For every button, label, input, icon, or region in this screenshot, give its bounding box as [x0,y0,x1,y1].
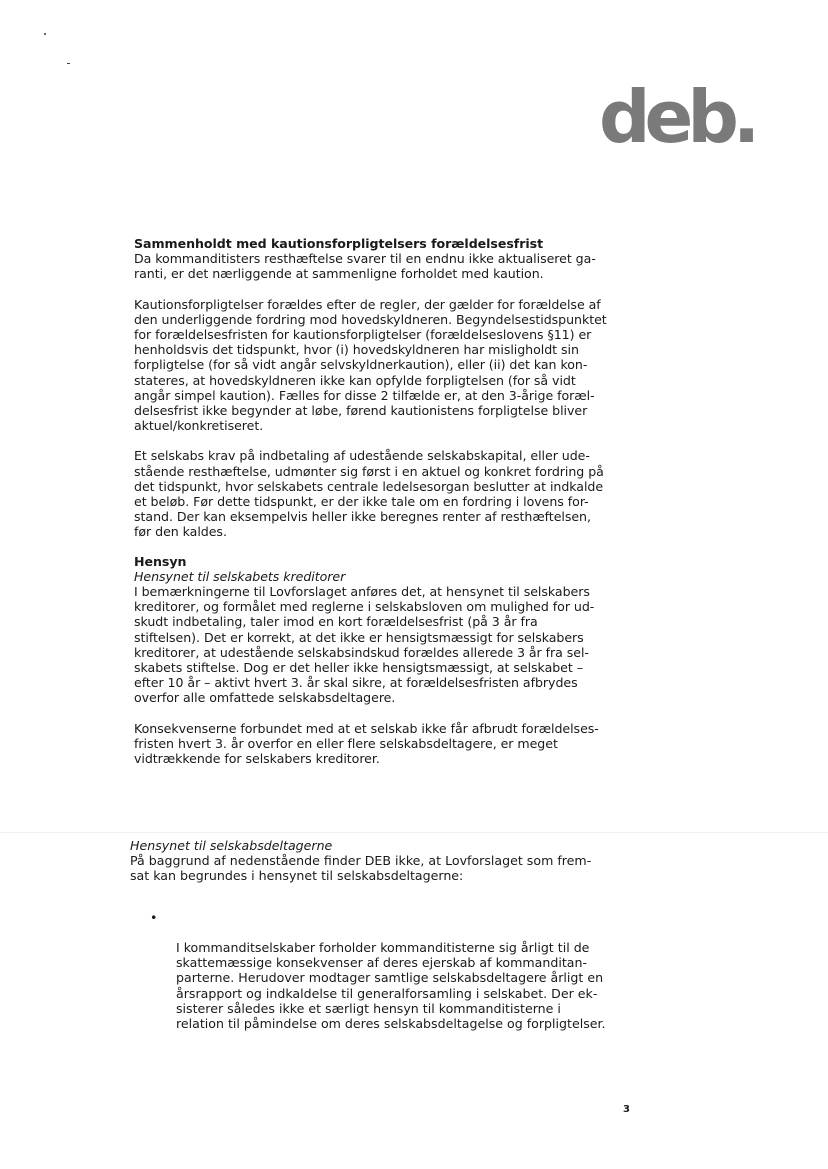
main-content [134,236,650,766]
paragraph: Kautionsforpligtelser forældes efter de regler, der gælder for forældelse af den underliggende fordring mod hovedskyldneren. Begyndelsestidspunktet for forældelsesfristen for kautionsforpligtelser (forældelseslovens §11) er henholdsvis det tidspunkt, hvor (i) hovedskyldneren har misligholdt sin forpligtelse (for så vidt angår selvskyldnerkaution), eller (ii) det kan kon- stateres, at hovedskyldneren ikke kan opfylde forpligtelsen (for så vidt angår simpel kaution). Fælles for disse 2 tilfælde er, at den 3-årige foræl- delsesfrist ikke begynder at løbe, førend kautionistens forpligtelse bliver aktuel/konkretiseret. [134,296,607,434]
section-heading: Sammenholdt med kautionsforpligtelsers forældelsesfrist [134,236,544,251]
paragraph: Konsekvenserne forbundet med at et selskab ikke får afbrudt forældelses- fristen hvert 3. år overfor en eller flere selskabsdeltagere, er meget vidtrækkende for selskabers kreditorer. [134,720,599,767]
deb-logo [597,84,827,154]
paragraph: I bemærkningerne til Lovforslaget anføres det, at hensynet til selskabers kreditorer, og formålet med reglerne i selskabsloven om mulighed for ud- skudt indbetaling, taler imod en kort forældelsesfrist (på 3 år fra stiftelsen). Det er korrekt, at det ikke er hensigtsmæssigt for selskabers kreditorer, at udestående selskabsindskud forældes allerede 3 år fra sel- skabets stiftelse. Dog er det heller ikke hensigtsmæssigt, at selskabet – efter 10 år – aktivt hvert 3. år skal sikre, at forældelsesfristen afbrydes overfor alle omfattede selskabsdeltagere. [134,584,595,706]
logo-wordmark: deb. [599,84,755,154]
scan-speck [67,63,70,64]
list-item [130,910,650,1032]
page-number: 3 [623,1104,630,1115]
list-item-text: I kommanditselskaber forholder kommanditisterne sig årligt til de skattemæssige konsekvenser af deres ejerskab af kommanditan- parterne. Herudover modtager samtlige selskabsdeltagere årligt en årsrapport og indkaldelse til generalforsamling i selskabet. Der ek- sisterer således ikke et særligt hensyn til kommanditisterne i relation til påmindelse om deres selskabsdeltagelse og forpligtelser. [176,940,606,1032]
bullet-list [130,910,650,1032]
subheading-creditors: Hensynet til selskabets kreditorer [134,568,346,584]
scan-speck [44,33,46,35]
paragraph: Et selskabs krav på indbetaling af udestående selskabskapital, eller ude- stående resthæftelse, udmønter sig først i en aktuel og konkret fordring på det tidspunkt, hvor selskabets centrale ledelsesorgan beslutter at indkalde et beløb. Før dette tidspunkt, er der ikke tale om en fordring i lovens for- stand. Der kan eksempelvis heller ikke beregnes renter af resthæftelsen, før den kaldes. [134,448,604,540]
paragraph: På baggrund af nedenstående finder DEB ikke, at Lovforslaget som frem- sat kan begrundes i hensynet til selskabsdeltagerne: [130,853,592,884]
section-heading-hensyn: Hensyn [134,553,187,569]
paragraph: Da kommanditisters resthæftelse svarer til en endnu ikke aktualiseret ga- ranti, er det nærliggende at sammenligne forholdet med kaution. [134,251,596,282]
shareholders-section [130,838,650,1031]
bullet-icon: • [150,909,158,925]
subheading-shareholders: Hensynet til selskabsdeltagerne [130,838,333,853]
scan-divider-line [0,832,828,833]
